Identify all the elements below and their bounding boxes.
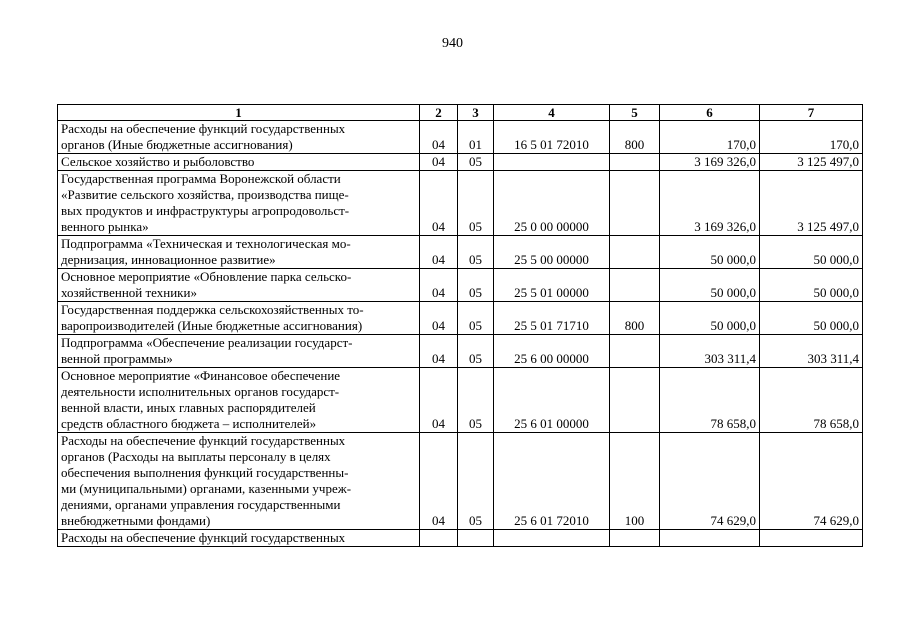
column-header: 1 [58, 105, 420, 121]
column-header: 2 [420, 105, 458, 121]
row-section-cell: 04 [420, 335, 458, 368]
table-row [58, 154, 863, 171]
row-name-cell: Подпрограмма «Обеспечение реализации государст- венной программы» [58, 335, 420, 368]
row-amount-1-cell: 50 000,0 [660, 269, 760, 302]
table-header-row [58, 105, 863, 121]
row-amount-2-cell: 3 125 497,0 [760, 154, 863, 171]
row-section-cell: 04 [420, 433, 458, 530]
row-subsection-cell [458, 530, 494, 547]
row-target-article-cell [494, 530, 610, 547]
row-subsection-cell: 05 [458, 368, 494, 433]
row-expense-type-cell [610, 236, 660, 269]
row-amount-2-cell: 50 000,0 [760, 269, 863, 302]
table-row [58, 368, 863, 433]
row-expense-type-cell [610, 530, 660, 547]
row-section-cell: 04 [420, 302, 458, 335]
row-section-cell: 04 [420, 154, 458, 171]
row-name-cell: Государственная поддержка сельскохозяйственных то- варопроизводителей (Иные бюджетные ассигнования) [58, 302, 420, 335]
column-header: 5 [610, 105, 660, 121]
row-amount-2-cell: 78 658,0 [760, 368, 863, 433]
row-name-cell: Государственная программа Воронежской области «Развитие сельского хозяйства, производства пище- вых продуктов и инфраструктуры агропродовольст- венного рынка» [58, 171, 420, 236]
table-row [58, 335, 863, 368]
row-subsection-cell: 01 [458, 121, 494, 154]
row-name-cell: Основное мероприятие «Финансовое обеспечение деятельности исполнительных органов государст- венной власти, иных главных распорядителей средств областного бюджета – исполнителей» [58, 368, 420, 433]
row-name-cell: Расходы на обеспечение функций государственных органов (Иные бюджетные ассигнования) [58, 121, 420, 154]
row-amount-1-cell: 3 169 326,0 [660, 154, 760, 171]
row-target-article-cell: 25 6 01 72010 [494, 433, 610, 530]
row-amount-2-cell: 170,0 [760, 121, 863, 154]
row-amount-1-cell: 74 629,0 [660, 433, 760, 530]
row-amount-2-cell: 3 125 497,0 [760, 171, 863, 236]
row-expense-type-cell [610, 171, 660, 236]
row-amount-1-cell [660, 530, 760, 547]
row-amount-2-cell: 74 629,0 [760, 433, 863, 530]
row-target-article-cell: 25 6 00 00000 [494, 335, 610, 368]
row-target-article-cell: 25 5 01 71710 [494, 302, 610, 335]
row-subsection-cell: 05 [458, 335, 494, 368]
table-row [58, 236, 863, 269]
row-subsection-cell: 05 [458, 171, 494, 236]
column-header: 6 [660, 105, 760, 121]
table-row [58, 530, 863, 547]
page-number: 940 [442, 36, 463, 51]
row-subsection-cell: 05 [458, 236, 494, 269]
column-header: 4 [494, 105, 610, 121]
table-row [58, 269, 863, 302]
row-amount-2-cell: 50 000,0 [760, 302, 863, 335]
row-name-cell: Расходы на обеспечение функций государственных [58, 530, 420, 547]
budget-table [57, 104, 863, 547]
table-row [58, 171, 863, 236]
row-subsection-cell: 05 [458, 302, 494, 335]
row-section-cell: 04 [420, 368, 458, 433]
row-amount-2-cell: 303 311,4 [760, 335, 863, 368]
row-subsection-cell: 05 [458, 269, 494, 302]
row-target-article-cell [494, 154, 610, 171]
row-section-cell: 04 [420, 171, 458, 236]
row-amount-1-cell: 170,0 [660, 121, 760, 154]
row-target-article-cell: 25 6 01 00000 [494, 368, 610, 433]
row-amount-2-cell: 50 000,0 [760, 236, 863, 269]
row-section-cell: 04 [420, 269, 458, 302]
row-name-cell: Сельское хозяйство и рыболовство [58, 154, 420, 171]
row-amount-1-cell: 78 658,0 [660, 368, 760, 433]
row-section-cell: 04 [420, 121, 458, 154]
row-amount-1-cell: 303 311,4 [660, 335, 760, 368]
row-expense-type-cell [610, 269, 660, 302]
row-subsection-cell: 05 [458, 154, 494, 171]
row-expense-type-cell [610, 368, 660, 433]
column-header: 7 [760, 105, 863, 121]
row-subsection-cell: 05 [458, 433, 494, 530]
row-section-cell [420, 530, 458, 547]
row-section-cell: 04 [420, 236, 458, 269]
table-row [58, 433, 863, 530]
row-target-article-cell: 25 5 00 00000 [494, 236, 610, 269]
row-expense-type-cell: 800 [610, 302, 660, 335]
row-expense-type-cell [610, 335, 660, 368]
row-target-article-cell: 25 0 00 00000 [494, 171, 610, 236]
column-header: 3 [458, 105, 494, 121]
row-expense-type-cell: 100 [610, 433, 660, 530]
table-row [58, 121, 863, 154]
row-name-cell: Расходы на обеспечение функций государственных органов (Расходы на выплаты персоналу в целях обеспечения выполнения функций государственны- ми (муниципальными) органами, казенными учреж- дениями, органами управления государственными внебюджетными фондами) [58, 433, 420, 530]
row-name-cell: Подпрограмма «Техническая и технологическая мо- дернизация, инновационное развитие» [58, 236, 420, 269]
table-row [58, 302, 863, 335]
row-target-article-cell: 16 5 01 72010 [494, 121, 610, 154]
row-amount-1-cell: 50 000,0 [660, 236, 760, 269]
row-target-article-cell: 25 5 01 00000 [494, 269, 610, 302]
row-expense-type-cell: 800 [610, 121, 660, 154]
row-name-cell: Основное мероприятие «Обновление парка сельско- хозяйственной техники» [58, 269, 420, 302]
row-expense-type-cell [610, 154, 660, 171]
row-amount-1-cell: 3 169 326,0 [660, 171, 760, 236]
row-amount-2-cell [760, 530, 863, 547]
row-amount-1-cell: 50 000,0 [660, 302, 760, 335]
